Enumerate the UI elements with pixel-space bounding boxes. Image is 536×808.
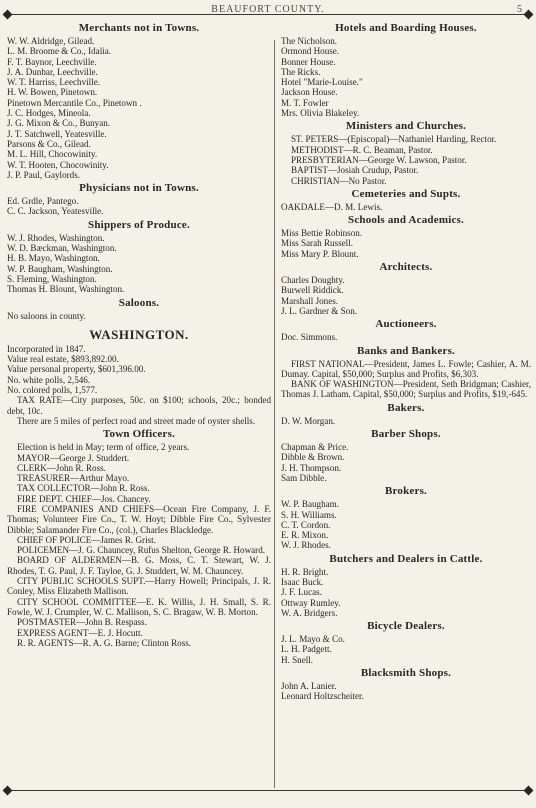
- list-item: Pinetown Mercantile Co., Pinetown .: [7, 97, 142, 108]
- list-item: C. C. Jackson, Yeatesville.: [7, 206, 104, 217]
- list-item: No saloons in county.: [7, 310, 86, 321]
- list-item: F. T. Baynor, Leechville.: [7, 56, 97, 67]
- entry-paragraph: TREASURER—Arthur Mayo.: [17, 473, 130, 484]
- list-item: J. L. Mayo & Co.: [281, 634, 345, 645]
- list-item: Ormond House.: [281, 46, 340, 57]
- list-item: Sam Dibble.: [281, 472, 327, 483]
- list-item: W. T. Harriss, Leechville.: [7, 77, 101, 88]
- list-item: Miss Sarah Russell.: [281, 238, 353, 249]
- list-item: Leonard Holtzscheiter.: [281, 691, 364, 702]
- bottom-rule: [6, 790, 530, 791]
- section-heading: Barber Shops.: [371, 428, 441, 441]
- list-item: S. H. Williams.: [281, 509, 337, 520]
- list-item: Parsons & Co., Gilead.: [7, 138, 91, 149]
- list-item: W. W. Aldridge, Gilead.: [7, 36, 95, 46]
- list-item: E. R. Mixon.: [281, 530, 329, 541]
- entry-paragraph: CHRISTIAN—No Pastor.: [291, 175, 387, 186]
- left-column: [7, 20, 271, 648]
- section-heading: Auctioneers.: [375, 318, 437, 331]
- list-item: J. T. Satchwell, Yeatesville.: [7, 128, 107, 139]
- list-item: The Ricks.: [281, 66, 321, 77]
- section-heading: Town Officers.: [102, 428, 176, 441]
- entry-paragraph: FIRE DEPT. CHIEF—Jos. Chancey.: [17, 493, 151, 504]
- list-item: W. D. Bæckman, Washington.: [7, 243, 117, 254]
- section-heading: Shippers of Produce.: [88, 218, 190, 231]
- list-item: Ottway Rumley.: [281, 597, 341, 608]
- entry-paragraph: Election is held in May; term of office, 2 years.: [17, 442, 190, 453]
- entry-paragraph: BANK OF WASHINGTON—President, Seth Bridgman; Cashier, Thomas J. Latham. Capital, $50,000; Surplus and Profits, $19,-645.: [281, 379, 531, 400]
- list-item: Isaac Buck.: [281, 576, 324, 587]
- list-item: Value real estate, $893,892.00.: [7, 354, 119, 365]
- list-item: J. C. Hodges, Mineola.: [7, 108, 91, 119]
- list-item: Jackson House.: [281, 87, 338, 98]
- list-item: H. R. Bright.: [281, 566, 329, 577]
- entry-paragraph: FIRE COMPANIES AND CHIEFS—Ocean Fire Company, J. F. Thomas; Volunteer Fire Co., T. W. Hoyt; Dibble Fire Co., Sylvester Dibble; Salamander Fire Co., (col.), Charles Blackledge.: [7, 503, 271, 535]
- right-column: [281, 20, 531, 702]
- page-number: 5: [517, 4, 522, 15]
- list-item: H. W. Bowen, Pinetown.: [7, 87, 98, 98]
- entry-paragraph: PRESBYTERIAN—George W. Lawson, Pastor.: [291, 154, 467, 165]
- section-heading: Ministers and Churches.: [345, 120, 467, 133]
- entry-paragraph: TAX COLLECTOR—John R. Ross.: [17, 483, 150, 494]
- list-item: W. P. Baugham, Washington.: [7, 263, 113, 274]
- list-item: No. colored polls, 1,577.: [7, 385, 98, 396]
- list-item: J. G. Mixon & Co., Bunyan.: [7, 118, 111, 129]
- list-item: John A. Lanier.: [281, 681, 337, 692]
- running-header: BEAUFORT COUNTY.: [211, 4, 325, 15]
- entry-paragraph: POSTMASTER—John B. Respass.: [17, 617, 147, 628]
- entry-paragraph: FIRST NATIONAL—President, James L. Fowle; Cashier, A. M. Dumay. Capital, $50,000; Surplus and Profits, $6,303.: [281, 358, 531, 379]
- list-item: Burwell Riddick.: [281, 285, 344, 296]
- list-item: W. J. Rhodes.: [281, 540, 331, 551]
- list-item: D. W. Morgan.: [281, 415, 336, 426]
- list-item: W. P. Baugham.: [281, 499, 340, 510]
- list-item: Dibble & Brown.: [281, 452, 345, 463]
- section-heading: Merchants not in Towns.: [78, 22, 200, 34]
- list-item: Marshall Jones.: [281, 295, 339, 306]
- list-item: C. T. Cordon.: [281, 519, 331, 530]
- list-item: W. A. Bridgers.: [281, 607, 338, 618]
- entry-paragraph: EXPRESS AGENT—E. J. Hocutt.: [17, 627, 143, 638]
- list-item: Charles Doughty.: [281, 275, 345, 286]
- section-heading: Banks and Bankers.: [356, 344, 456, 357]
- list-item: H. Snell.: [281, 654, 314, 665]
- list-item: Chapman & Price.: [281, 442, 349, 453]
- list-item: S. Fleming, Washington.: [7, 273, 97, 284]
- entry-paragraph: POLICEMEN—J. G. Chauncey, Rufus Shelton, George R. Howard.: [17, 545, 266, 556]
- list-item: No. white polls, 2,546.: [7, 374, 91, 385]
- list-item: J. F. Lucas.: [281, 587, 322, 598]
- bottom-left-ornament: [3, 786, 13, 796]
- list-item: J. A. Dunbar, Leechville.: [7, 66, 98, 77]
- section-heading: Brokers.: [384, 485, 428, 498]
- entry-paragraph: BAPTIST—Josiah Crudup, Pastor.: [291, 165, 419, 176]
- list-item: Value personal property, $601,396.00.: [7, 364, 146, 375]
- list-item: M. L. Hill, Chocowinity.: [7, 149, 98, 160]
- list-item: Ed. Grdle, Pantego.: [7, 196, 79, 207]
- section-heading: Physicians not in Towns.: [79, 182, 199, 195]
- entry-paragraph: There are 5 miles of perfect road and street made of oyster shells.: [17, 415, 256, 426]
- section-heading: Saloons.: [118, 296, 160, 309]
- list-item: L. H. Padgett.: [281, 644, 332, 655]
- list-item: Miss Mary P. Blount.: [281, 248, 359, 259]
- entry-paragraph: CHIEF OF POLICE—James R. Grist.: [17, 534, 156, 545]
- list-item: Bonner House.: [281, 56, 336, 67]
- section-heading: Architects.: [379, 261, 433, 274]
- list-item: Hotel "Marie-Louise.": [281, 77, 363, 88]
- list-item: L. M. Broome & Co., Idalia.: [7, 46, 112, 57]
- list-item: Thomas H. Blount, Washington.: [7, 284, 125, 295]
- section-heading: Hotels and Boarding Houses.: [335, 22, 477, 34]
- entry-paragraph: ST. PETERS—(Episcopal)—Nathaniel Harding, Rector.: [291, 134, 497, 145]
- town-heading: WASHINGTON.: [89, 326, 189, 342]
- list-item: W. T. Hooten, Chocowinity.: [7, 159, 109, 170]
- entry-paragraph: CITY PUBLIC SCHOOLS SUPT.—Harry Howell; Principals, J. R. Conley, Miss Elizabeth Mallison.: [7, 576, 271, 597]
- entry-paragraph: METHODIST—R. C. Beaman, Pastor.: [291, 144, 433, 155]
- list-item: H. B. Mayo, Washington.: [7, 253, 100, 264]
- list-item: J. L. Gardner & Son.: [281, 305, 358, 316]
- section-heading: Cemeteries and Supts.: [351, 187, 461, 200]
- section-heading: Butchers and Dealers in Cattle.: [329, 552, 483, 565]
- column-divider: [274, 40, 275, 788]
- list-item: Doc. Simmons.: [281, 332, 338, 343]
- section-heading: Schools and Academics.: [348, 214, 464, 227]
- bottom-right-ornament: [524, 786, 534, 796]
- list-item: J. P. Paul, Gaylords.: [7, 169, 81, 180]
- entry-paragraph: TAX RATE—City purposes, 50c. on $100; schools, 20c.; bonded debt, 10c.: [7, 395, 271, 416]
- entry-paragraph: MAYOR—George J. Studdert.: [17, 452, 130, 463]
- list-item: Mrs. Olivia Blakeley.: [281, 108, 360, 119]
- section-heading: Bakers.: [387, 401, 425, 414]
- list-item: Miss Bettie Robinson.: [281, 228, 363, 239]
- list-item: W. J. Rhodes, Washington.: [7, 232, 105, 243]
- entry-paragraph: CLERK—John R. Ross.: [17, 462, 106, 473]
- list-item: The Nicholson.: [281, 36, 338, 46]
- list-item: J. H. Thompson.: [281, 462, 342, 473]
- entry-paragraph: BOARD OF ALDERMEN—B. G. Moss, C. T. Stewart, W. J. Rhodes, T. G. Paul, J. F. Tayloe, G. J. Studdert, W. M. Chauncey.: [7, 555, 271, 576]
- list-item: OAKDALE—D. M. Lewis.: [281, 201, 383, 212]
- list-item: Incorporated in 1847.: [7, 343, 86, 354]
- entry-paragraph: CITY SCHOOL COMMITTEE—E. K. Willis, J. H. Small, S. R. Fowle, W. J. Crumpler, W. C. Mallison, S. C. Bragaw, W. B. Morton.: [7, 596, 271, 617]
- entry-paragraph: R. R. AGENTS—R. A. G. Barne; Clinton Ross.: [17, 637, 192, 648]
- section-heading: Bicycle Dealers.: [367, 620, 445, 633]
- section-heading: Blacksmith Shops.: [360, 667, 452, 680]
- list-item: M. T. Fowler: [281, 97, 329, 108]
